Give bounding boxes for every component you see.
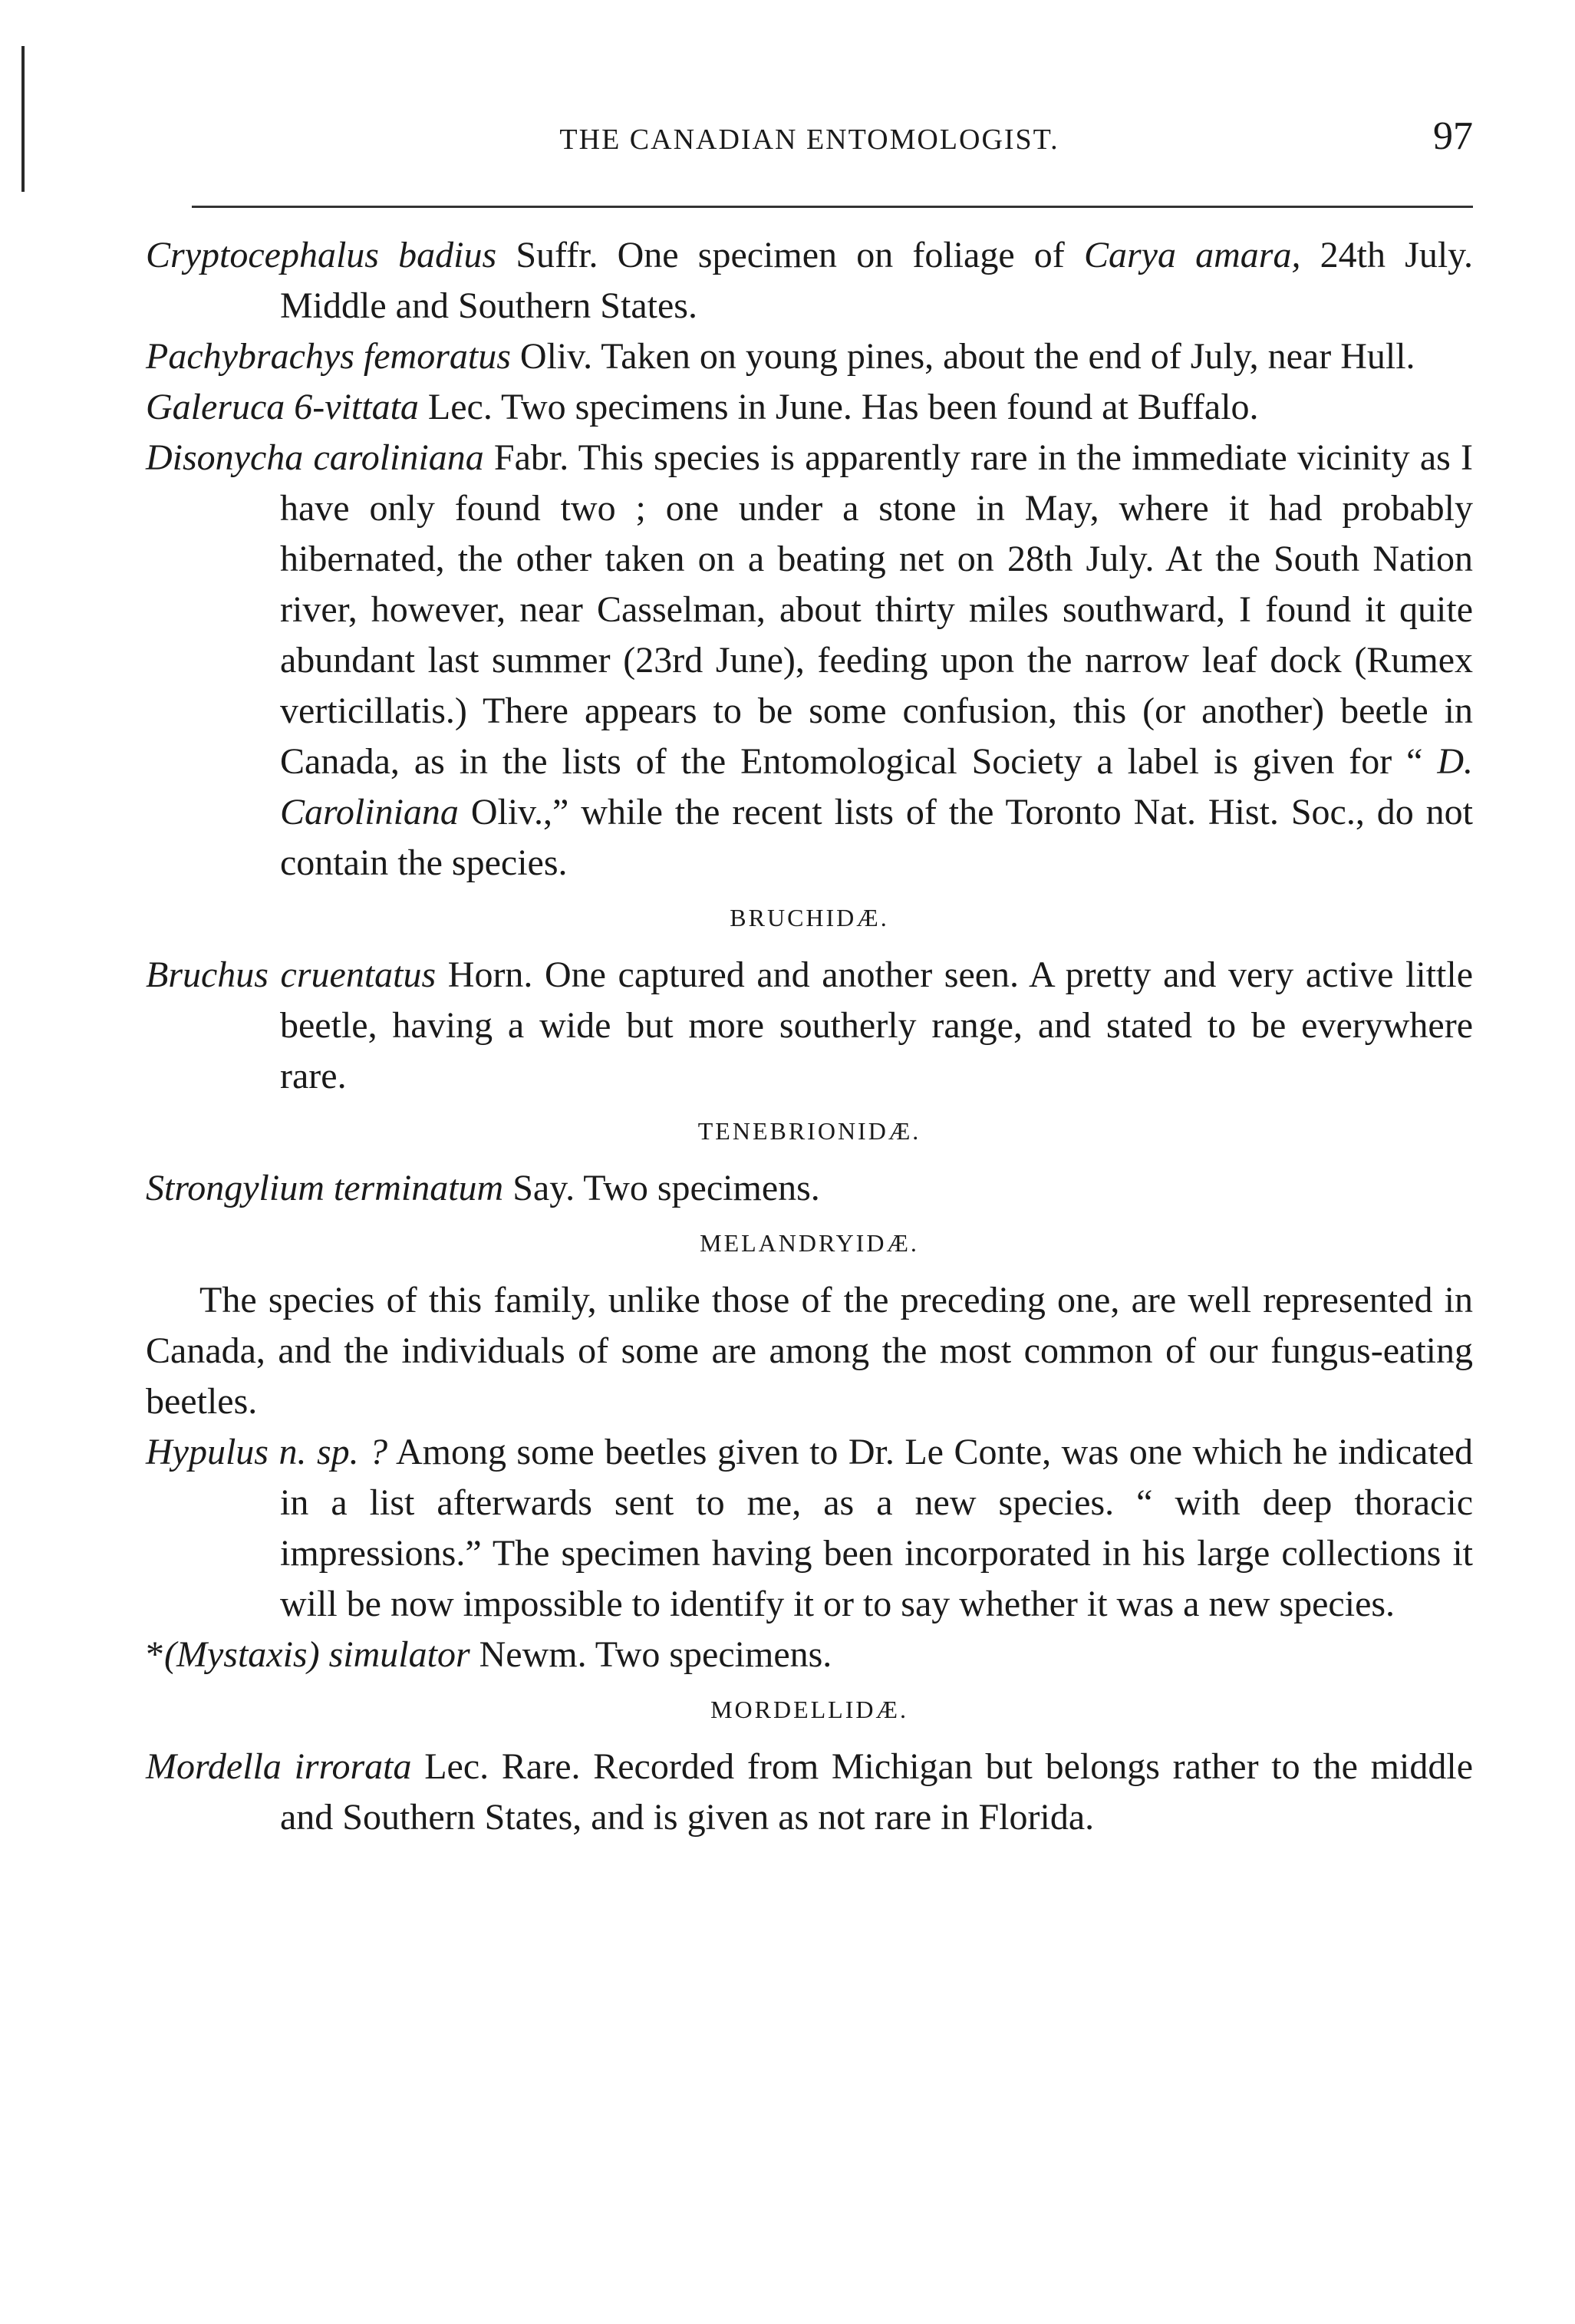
entry-text: Two specimens in June. Has been found at Buffalo. [492, 387, 1259, 427]
species-name: Strongylium terminatum [146, 1168, 504, 1208]
species-name: Bruchus cruentatus [146, 954, 437, 995]
entry-italic-text: Carya amara, [1083, 235, 1301, 275]
species-author: Lec. [411, 1746, 489, 1787]
introduced-marker: * [146, 1634, 164, 1675]
species-author: Lec. [418, 387, 493, 427]
species-entry-galeruca [146, 382, 1473, 433]
species-entry-strongylium [146, 1163, 1473, 1214]
species-name: Mordella irrorata [146, 1746, 412, 1787]
entry-text: This species is apparently rare in the immediate vicinity as I have only found two ; one under a stone in May, where it had probably hibernated, the other taken on a beating net on 28th July. At the South Nation river, however, near Casselman, about thirty miles southward, I found it quite abundant last summer (23rd June), feeding upon the narrow leaf dock (Rumex verticillatis.) There appears to be some confusion, this (or another) beetle in Canada, as in the lists of the Entomological Society a label is given for “ [280, 437, 1473, 782]
species-author: Oliv. [510, 336, 593, 377]
species-entry-pachybrachys [146, 331, 1473, 382]
entry-text: One captured and another seen. A pretty and very active little beetle, having a wide but more southerly range, and stated to be everywhere rare. [280, 954, 1474, 1096]
margin-rule [21, 46, 25, 192]
species-name: Pachybrachys femoratus [146, 336, 511, 377]
page-body [146, 230, 1473, 1843]
section-heading-tenebrionidae: TENEBRIONIDÆ. [697, 1117, 921, 1145]
species-author: Say. [503, 1168, 575, 1208]
species-author: Suffr. [496, 235, 598, 275]
species-entry-disonycha [146, 433, 1473, 888]
running-title: THE CANADIAN ENTOMOLOGIST. [559, 124, 1059, 156]
entry-text: 24th July. Middle and Southern States. [280, 235, 1474, 326]
page-number: 97 [1433, 114, 1473, 158]
header-rule [192, 206, 1473, 208]
species-name: (Mystaxis) simulator [164, 1634, 470, 1675]
species-entry-mordella [146, 1742, 1473, 1843]
entry-text: Among some beetles given to Dr. Le Conte, was one which he indicated in a list afterwards sent to me, as a new species. “ with deep thoracic impressions.” The specimen having been incorporated in his large collections it will be now impossible to identify it or to say whether it was a new species. [280, 1432, 1473, 1624]
family-intro-paragraph: The species of this family, unlike those of the preceding one, are well represented in Canada, and the individuals of some are among the most common of our fungus-eating beetles. [146, 1280, 1473, 1422]
entry-text: Taken on young pines, about the end of July, near Hull. [592, 336, 1415, 377]
species-entry-hypulus [146, 1427, 1473, 1630]
entry-text: Rare. Recorded from Michigan but belongs rather to the middle and Southern States, and is given as not rare in Florida. [280, 1746, 1473, 1838]
entry-italic-text: D. Caroliniana [280, 741, 1473, 832]
species-entry-bruchus [146, 950, 1473, 1102]
entry-text: One specimen on foliage of [598, 235, 1084, 275]
species-name: Cryptocephalus badius [146, 235, 497, 275]
section-heading-bruchidae: BRUCHIDÆ. [730, 904, 889, 931]
species-name: Hypulus n. sp. ? [146, 1432, 388, 1472]
species-author: Newm. [470, 1634, 587, 1675]
species-entry-mystaxis [146, 1630, 1473, 1680]
species-author: Horn. [436, 954, 533, 995]
species-author: Fabr. [483, 437, 569, 478]
species-name: Disonycha caroliniana [146, 437, 484, 478]
species-entry-cryptocephalus [146, 230, 1473, 331]
entry-text: Two specimens. [575, 1168, 820, 1208]
entry-text: Two specimens. [586, 1634, 832, 1675]
section-heading-melandryidae: MELANDRYIDÆ. [700, 1229, 919, 1257]
species-name: Galeruca 6-vittata [146, 387, 419, 427]
entry-text: Oliv.,” while the recent lists of the Toronto Nat. Hist. Soc., do not contain the species. [280, 792, 1473, 883]
page-header [146, 114, 1473, 169]
section-heading-mordellidae: MORDELLIDÆ. [710, 1696, 908, 1723]
